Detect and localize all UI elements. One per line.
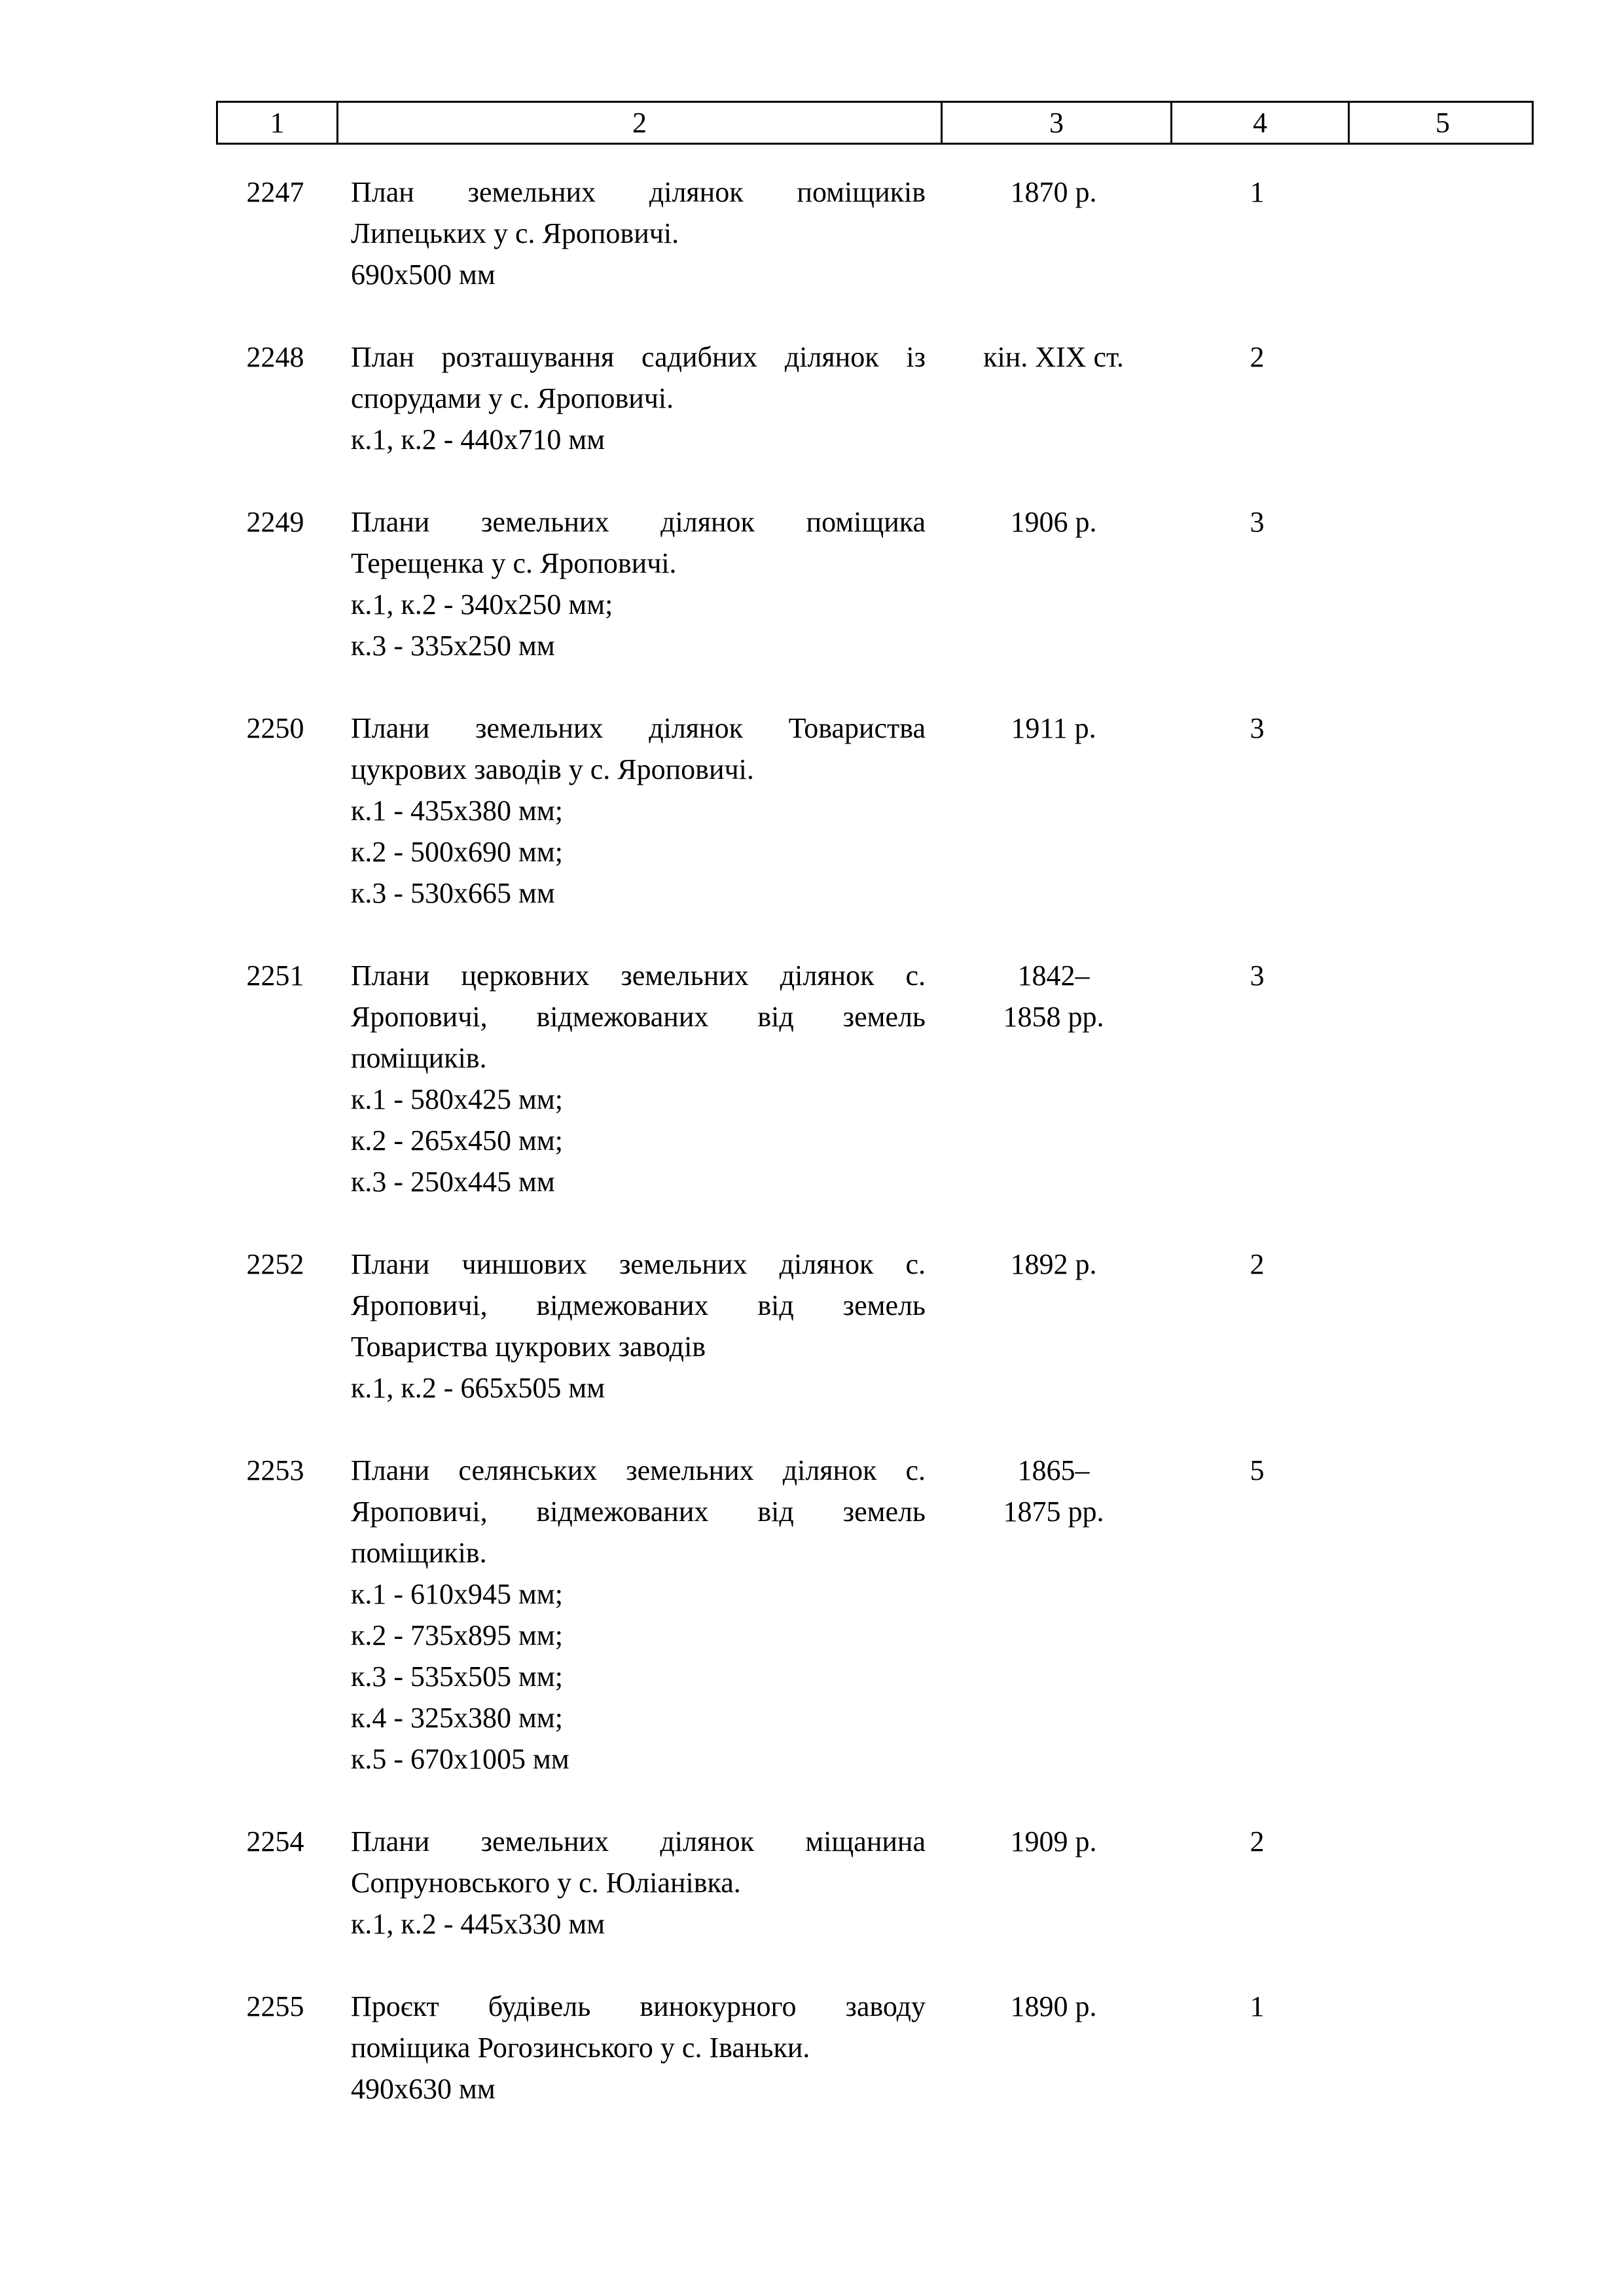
row-dimensions — [351, 1573, 926, 1780]
row-date — [939, 955, 1168, 1202]
row-id: 2249 — [246, 506, 304, 538]
table-row — [216, 708, 1534, 914]
header-col-5: 5 — [1348, 103, 1536, 143]
row-date — [939, 1821, 1168, 1945]
dimension-line: 690х500 мм — [351, 259, 496, 291]
dimension-line: к.4 - 325х380 мм; — [351, 1702, 563, 1734]
dimension-line: к.3 - 250х445 мм — [351, 1166, 555, 1198]
row-count: 3 — [1250, 960, 1265, 992]
row-count: 5 — [1250, 1454, 1265, 1486]
row-description-text: План розташування садибних ділянок із спорудами у с. Яроповичі. — [351, 341, 926, 414]
dimension-line: к.1, к.2 - 665х505 мм — [351, 1372, 605, 1404]
date-line: 1890 р. — [1010, 1990, 1097, 2022]
row-count: 1 — [1250, 1990, 1265, 2022]
row-dimensions — [351, 1903, 926, 1945]
row-description — [334, 1244, 939, 1408]
dimension-line: к.1 - 610х945 мм; — [351, 1578, 563, 1610]
date-line: 1911 р. — [1011, 712, 1096, 744]
table-row — [216, 1986, 1534, 2109]
dimension-line: к.1 - 580х425 мм; — [351, 1083, 563, 1115]
row-id: 2250 — [246, 712, 304, 744]
row-count: 2 — [1250, 341, 1265, 373]
header-col-1: 1 — [270, 107, 285, 139]
date-line: кін. XIX ст. — [983, 341, 1124, 373]
header-col-3: 3 — [941, 103, 1170, 143]
row-id: 2254 — [246, 1825, 304, 1857]
row-description — [334, 1821, 939, 1945]
row-description — [334, 501, 939, 666]
row-dimensions — [351, 2068, 926, 2109]
dimension-line: к.2 - 735х895 мм; — [351, 1619, 563, 1651]
table-row — [216, 1821, 1534, 1945]
row-dimensions — [351, 790, 926, 914]
table-row — [216, 336, 1534, 460]
row-dimensions — [351, 1367, 926, 1408]
date-line: 1870 р. — [1010, 176, 1097, 208]
date-line: 1892 р. — [1010, 1248, 1097, 1280]
row-dimensions — [351, 584, 926, 666]
row-description-text: Плани чиншових земельних ділянок с. Яроповичі, відмежованих від земель Товариства цукрових заводів — [351, 1248, 926, 1363]
table-row — [216, 1450, 1534, 1780]
row-dimensions — [351, 1079, 926, 1202]
dimension-line: к.2 - 265х450 мм; — [351, 1124, 563, 1157]
row-date — [939, 1986, 1168, 2109]
dimension-line: к.3 - 335х250 мм — [351, 630, 555, 662]
header-col-4: 4 — [1170, 103, 1348, 143]
date-line: 1909 р. — [1010, 1825, 1097, 1857]
date-line: 1865– — [1017, 1454, 1090, 1486]
row-description-text: Плани земельних ділянок поміщика Терещенка у с. Яроповичі. — [351, 506, 926, 579]
row-description-text: Плани церковних земельних ділянок с. Яроповичі, відмежованих від земель поміщиків. — [351, 960, 926, 1074]
row-date — [939, 171, 1168, 295]
row-description-text: Плани земельних ділянок Товариства цукрових заводів у с. Яроповичі. — [351, 712, 926, 785]
table-header-row — [216, 101, 1534, 145]
row-description — [334, 955, 939, 1202]
dimension-line: 490х630 мм — [351, 2073, 496, 2105]
row-id: 2255 — [246, 1990, 304, 2022]
row-date — [939, 1450, 1168, 1780]
row-count: 1 — [1250, 176, 1265, 208]
dimension-line: к.1, к.2 - 440х710 мм — [351, 423, 605, 456]
row-description-text: План земельних ділянок поміщиків Липецьких у с. Яроповичі. — [351, 176, 926, 249]
row-date — [939, 708, 1168, 914]
row-id: 2253 — [246, 1454, 304, 1486]
dimension-line: к.5 - 670х1005 мм — [351, 1743, 569, 1775]
date-line: 1906 р. — [1010, 506, 1097, 538]
row-date — [939, 1244, 1168, 1408]
table-body — [216, 171, 1534, 2151]
dimension-line: к.2 - 500х690 мм; — [351, 836, 563, 868]
dimension-line: к.1 - 435х380 мм; — [351, 795, 563, 827]
row-count: 3 — [1250, 506, 1265, 538]
dimension-line: к.1, к.2 - 340х250 мм; — [351, 588, 613, 620]
row-id: 2247 — [246, 176, 304, 208]
row-id: 2251 — [246, 960, 304, 992]
row-count: 2 — [1250, 1248, 1265, 1280]
row-date — [939, 336, 1168, 460]
row-id: 2252 — [246, 1248, 304, 1280]
row-description-text: Плани земельних ділянок міщанина Сопруновського у с. Юліанівка. — [351, 1825, 926, 1899]
header-col-2: 2 — [336, 103, 941, 143]
row-description — [334, 708, 939, 914]
dimension-line: к.3 - 530х665 мм — [351, 877, 555, 909]
row-dimensions — [351, 254, 926, 295]
row-id: 2248 — [246, 341, 304, 373]
row-count: 3 — [1250, 712, 1265, 744]
row-dimensions — [351, 419, 926, 460]
table-row — [216, 1244, 1534, 1408]
dimension-line: к.3 - 535х505 мм; — [351, 1660, 563, 1693]
row-count: 2 — [1250, 1825, 1265, 1857]
row-description — [334, 171, 939, 295]
row-date — [939, 501, 1168, 666]
table-row — [216, 501, 1534, 666]
row-description — [334, 1450, 939, 1780]
dimension-line: к.1, к.2 - 445х330 мм — [351, 1908, 605, 1940]
row-description-text: Проєкт будівель винокурного заводу поміщика Рогозинського у с. Іваньки. — [351, 1990, 926, 2064]
row-description — [334, 336, 939, 460]
row-description — [334, 1986, 939, 2109]
table-row — [216, 955, 1534, 1202]
table-row — [216, 171, 1534, 295]
row-description-text: Плани селянських земельних ділянок с. Яроповичі, відмежованих від земель поміщиків. — [351, 1454, 926, 1569]
date-line: 1858 рр. — [1003, 1001, 1104, 1033]
date-line: 1842– — [1017, 960, 1090, 992]
date-line: 1875 рр. — [1003, 1496, 1104, 1528]
